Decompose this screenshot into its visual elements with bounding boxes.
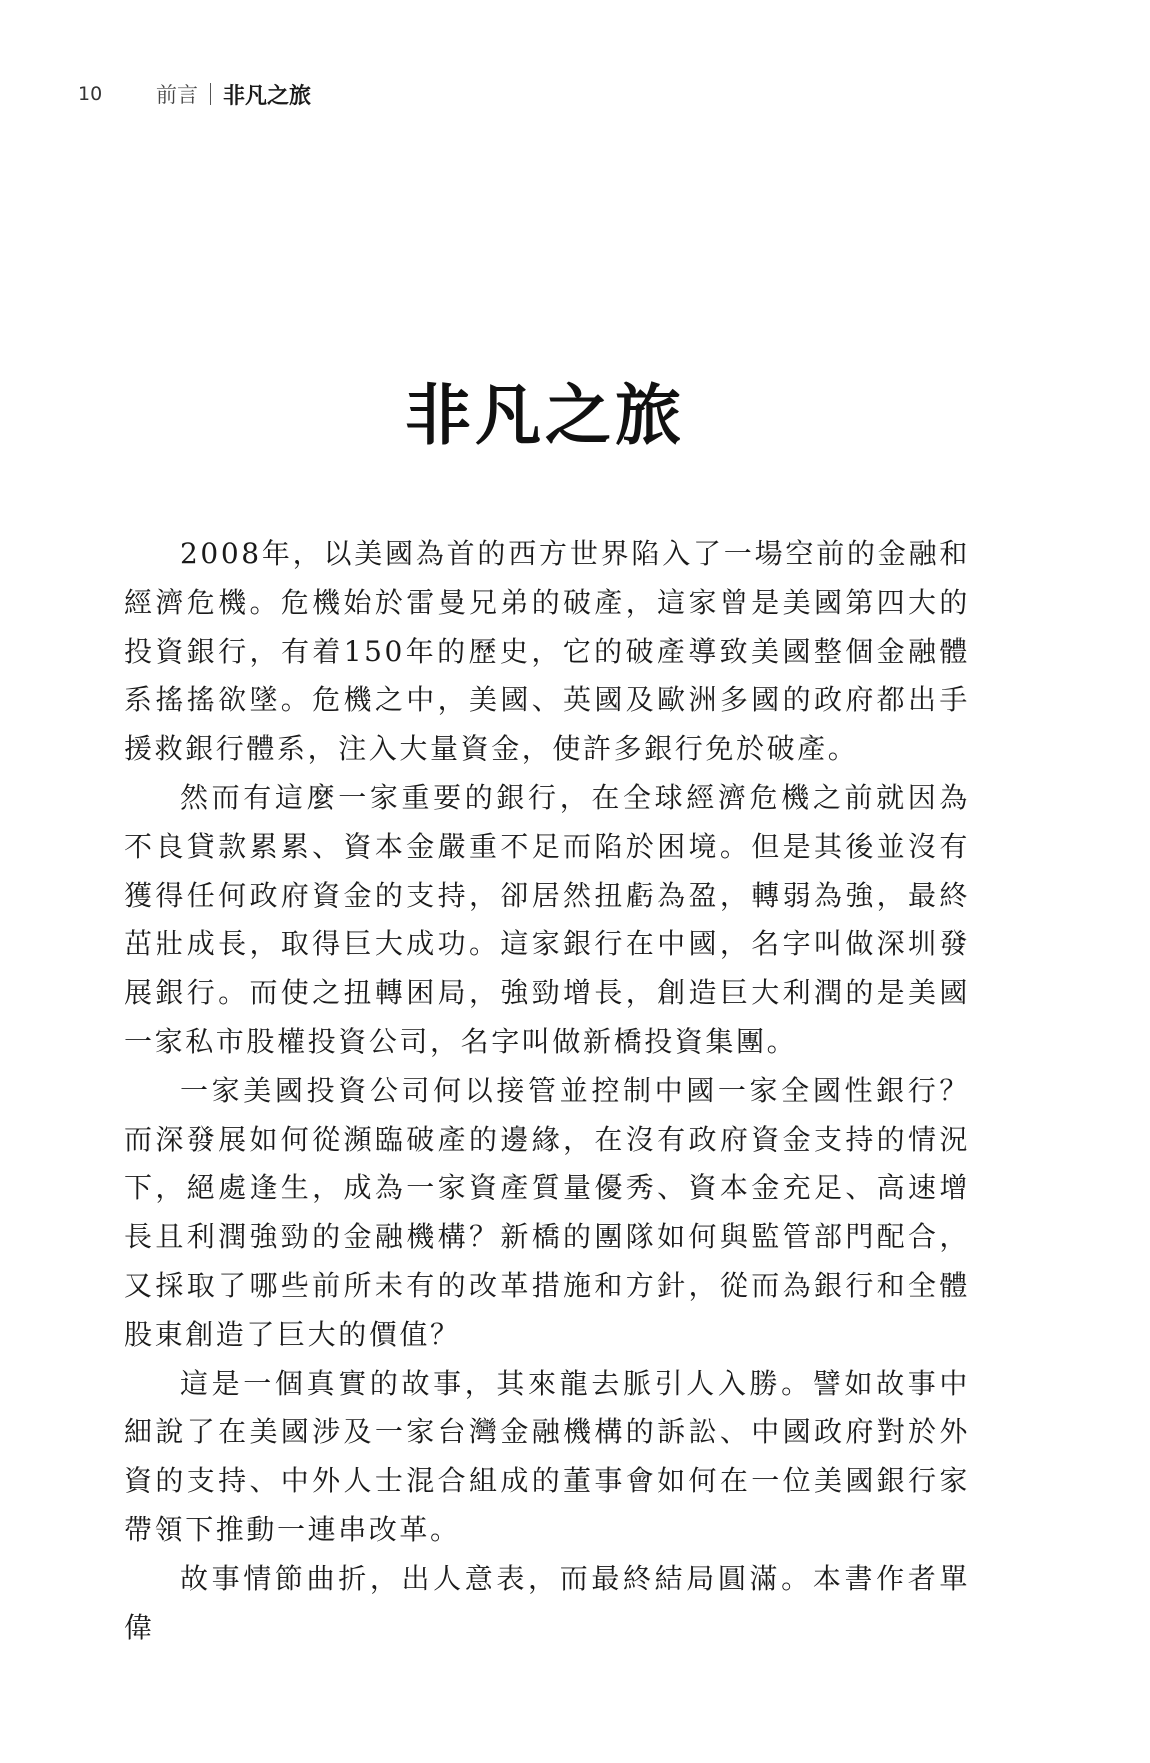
chapter-label: 非凡之旅	[223, 83, 312, 109]
paragraph-3: 一家美國投資公司何以接管並控制中國一家全國性銀行？而深發展如何從瀕臨破產的邊緣，在沒有政府資金支持的情況下，絕處逢生，成為一家資產質量優秀、資本金充足、高速增長且利潤強勁的金融機構？新橋的團隊如何與監管部門配合，又採取了哪些前所未有的改革措施和方針，從而為銀行和全體股東創造了巨大的價值？	[124, 1073, 970, 1351]
running-header	[78, 76, 311, 112]
paragraph-5: 故事情節曲折，出人意表，而最終結局圓滿。本書作者單偉	[124, 1561, 970, 1644]
header-separator	[210, 83, 211, 105]
page-number: 10	[78, 83, 103, 105]
body-text	[124, 530, 970, 1652]
paragraph-2: 然而有這麼一家重要的銀行，在全球經濟危機之前就因為不良貸款累累、資本金嚴重不足而陷於困境。但是其後並沒有獲得任何政府資金的支持，卻居然扭虧為盈，轉弱為強，最終茁壯成長，取得巨大成功。這家銀行在中國，名字叫做深圳發展銀行。而使之扭轉困局，強勁增長，創造巨大利潤的是美國一家私市股權投資公司，名字叫做新橋投資集團。	[124, 780, 970, 1058]
section-label: 前言	[156, 83, 198, 107]
chapter-title: 非凡之旅	[405, 376, 685, 454]
paragraph-1: 2008年，以美國為首的西方世界陷入了一場空前的金融和經濟危機。危機始於雷曼兄弟的破產，這家曾是美國第四大的投資銀行，有着150年的歷史，它的破產導致美國整個金融體系搖搖欲墜。危機之中，美國、英國及歐洲多國的政府都出手援救銀行體系，注入大量資金，使許多銀行免於破產。	[124, 537, 970, 766]
paragraph-4: 這是一個真實的故事，其來龍去脈引人入勝。譬如故事中細說了在美國涉及一家台灣金融機構的訴訟、中國政府對於外資的支持、中外人士混合組成的董事會如何在一位美國銀行家帶領下推動一連串改革。	[124, 1366, 970, 1546]
